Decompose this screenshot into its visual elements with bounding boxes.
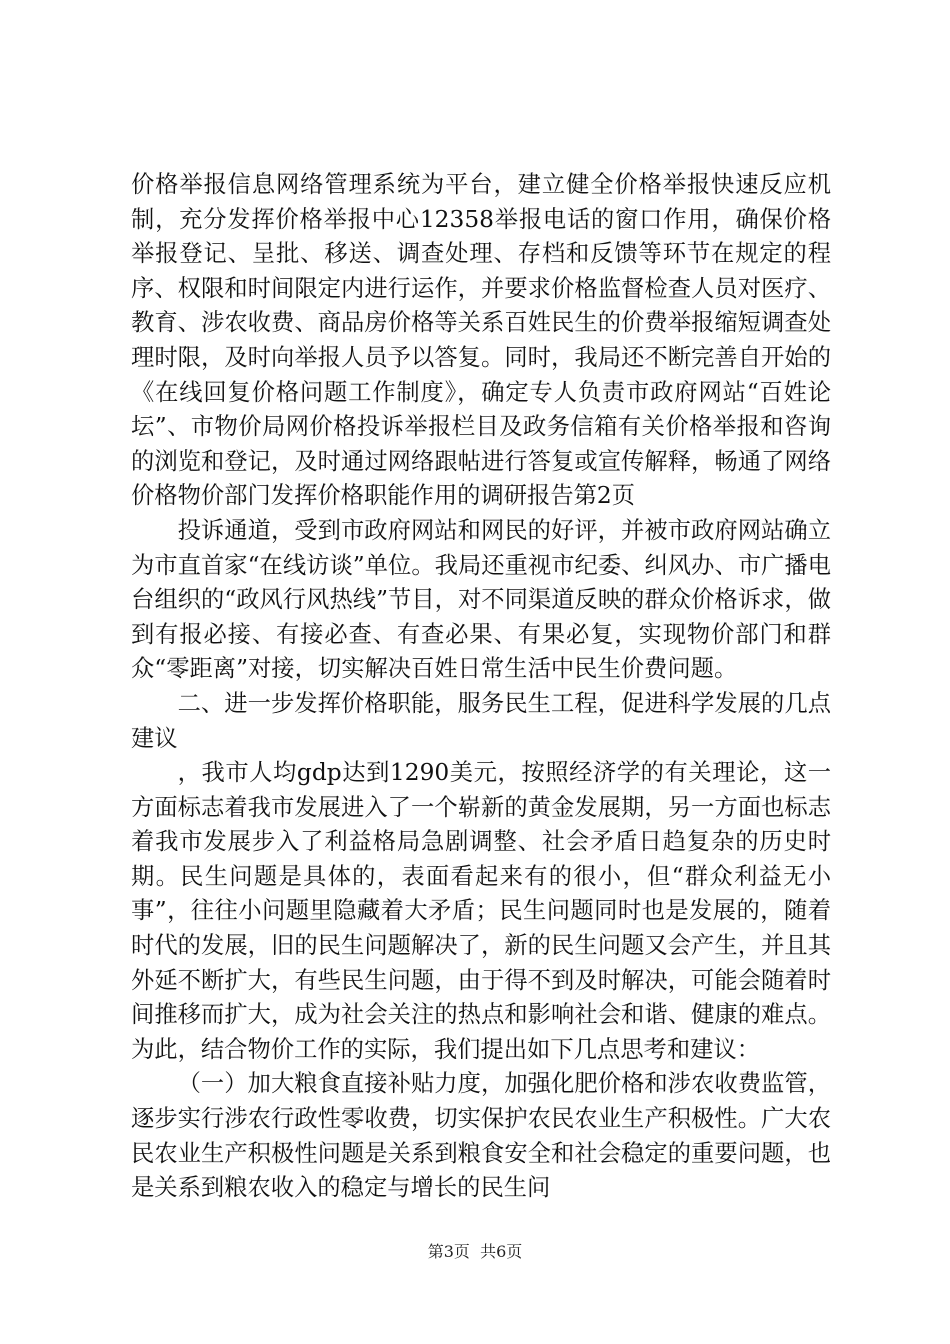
- footer-spacer: [470, 1242, 480, 1261]
- section-heading-suggestions: 二、进一步发挥价格职能，服务民生工程，促进科学发展的几点建议: [131, 689, 831, 752]
- document-body: [131, 168, 831, 1206]
- paragraph-grain-subsidy: （一）加大粮食直接补贴力度，加强化肥价格和涉农收费监管，逐步实行涉农行政性零收费，切实保护农民农业生产积极性。广大农民农业生产积极性问题是关系到粮食安全和社会稳定的重要问题，也是关系到粮农收入的稳定与增长的民生问: [131, 1070, 831, 1202]
- page-total: 共6页: [480, 1242, 523, 1261]
- page-number: 第3页: [427, 1242, 470, 1261]
- paragraph-complaint-channel: 投诉通道，受到市政府网站和网民的好评，并被市政府网站确立为市直首家“在线访谈”单位。我局还重视市纪委、纠风办、市广播电台组织的“政风行风热线”节目，对不同渠道反映的群众价格诉求，做到有报必接、有接必查、有查必果、有果必复，实现物价部门和群众“零距离”对接，切实解决百姓日常生活中民生价费问题。: [131, 516, 831, 683]
- page-footer: [0, 1242, 950, 1262]
- paragraph-price-reporting: 价格举报信息网络管理系统为平台，建立健全价格举报快速反应机制，充分发挥价格举报中心12358举报电话的窗口作用，确保价格举报登记、呈批、移送、调查处理、存档和反馈等环节在规定的程序、权限和时间限定内进行运作，并要求价格监督检查人员对医疗、教育、涉农收费、商品房价格等关系百姓民生的价费举报缩短调查处理时限，及时向举报人员予以答复。同时，我局还不断完善自开始的《在线回复价格问题工作制度》，确定专人负责市政府网站“百姓论坛”、市物价局网价格投诉举报栏目及政务信箱有关价格举报和咨询的浏览和登记，及时通过网络跟帖进行答复或宣传解释，畅通了网络价格物价部门发挥价格职能作用的调研报告第2页: [131, 171, 831, 510]
- paragraph-development-stage: ，我市人均gdp达到1290美元，按照经济学的有关理论，这一方面标志着我市发展进入了一个崭新的黄金发展期，另一方面也标志着我市发展步入了利益格局急剧调整、社会矛盾日趋复杂的历史时期。民生问题是具体的，表面看起来有的很小，但“群众利益无小事”，往往小问题里隐藏着大矛盾；民生问题同时也是发展的，随着时代的发展，旧的民生问题解决了，新的民生问题又会产生，并且其外延不断扩大，有些民生问题，由于得不到及时解决，可能会随着时间推移而扩大，成为社会关注的热点和影响社会和谐、健康的难点。为此，结合物价工作的实际，我们提出如下几点思考和建议：: [131, 759, 831, 1063]
